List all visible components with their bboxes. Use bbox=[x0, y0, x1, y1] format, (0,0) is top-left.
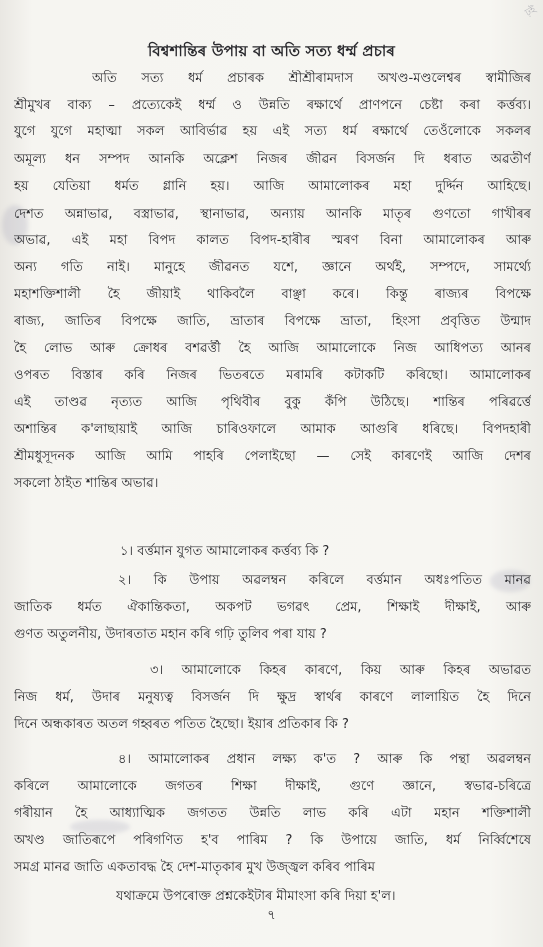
paragraph-line: অমূল্য ধন সম্পদ আনকি অক্লেশ নিজৰ জীৱন বিসৰ্জন দি ধৰাত অৱতীৰ্ণ bbox=[14, 152, 531, 167]
page-number: ৭ bbox=[267, 908, 276, 923]
closing-line: যথাক্ৰমে উপৰোক্ত প্ৰশ্নকেইটাৰ মীমাংসা কৰি দিয়া হ'ল। bbox=[116, 889, 396, 904]
question-4-line: অখণ্ড জাতিৰূপে পৰিগণিত হ'ব পাৰিম ? কি উপায়ে জাতি, ধৰ্ম নিৰ্ব্বিশেষে bbox=[14, 833, 531, 848]
paragraph-line: দেশত অন্নাভাৱ, বস্ত্ৰাভাৱ, স্থানাভাৱ, অন্যায় আনকি মাতৃৰ গুণতো গাখীৰৰ bbox=[14, 207, 531, 222]
question-1: ১। বৰ্ত্তমান যুগত আমালোকৰ কৰ্ত্তব্য কি ? bbox=[120, 544, 330, 559]
paragraph-line: সকলো ঠাইত শান্তিৰ অভাৱ। bbox=[14, 476, 159, 491]
paragraph-line: ওপৰত বিস্তাৰ কৰি নিজৰ ভিতৰতে মৰামৰি কটাকটি কৰিছো। আমালোকৰ bbox=[14, 368, 531, 383]
question-2-line: জাতিক ধৰ্মত ঐকান্তিকতা, অকপট ভগৱৎ প্ৰেম, শিক্ষাই দীক্ষাই, আৰু bbox=[14, 600, 531, 615]
question-2-line: ২। কি উপায় অৱলম্বন কৰিলে বৰ্ত্তমান অধঃপতিত মানৱ bbox=[118, 573, 531, 588]
page-title: বিশ্বশান্তিৰ উপায় বা অতি সত্য ধৰ্ম্ম প্ৰচাৰ bbox=[147, 42, 396, 60]
paragraph-line: অভাৱ, এই মহা বিপদ কালত বিপদ-হাৰীৰ স্মৰণ বিনা আমালোকৰ আৰু bbox=[14, 233, 531, 248]
question-2-line: গুণত অতুলনীয়, উদাৰতাত মহান কৰি গঢ়ি তুলিব পৰা যায় ? bbox=[14, 627, 327, 642]
question-3-line: ৩। আমালোকে কিহৰ কাৰণে, কিয় আৰু কিহৰ অভাৱত bbox=[150, 663, 531, 678]
paragraph-line: অন্য গতি নাই। মানুহে জীৱনত যশে, জ্ঞানে অৰ্থই, সম্পদে, সামৰ্থ্যে bbox=[14, 260, 531, 275]
paragraph-line: মহাশক্তিশালী হৈ জীয়াই থাকিবলৈ বাঞ্ছা কৰে। কিন্তু ৰাজ্যৰ বিপক্ষে bbox=[14, 287, 531, 302]
paragraph-line: শ্ৰীমুখৰ বাক্য – প্ৰত্যেকেই ধৰ্ম্ম ও উন্নতি ৰক্ষাৰ্থে প্ৰাণপনে চেষ্টা কৰা কৰ্ত্তব্য। bbox=[14, 98, 531, 113]
paragraph-line: ৰাজ্য, জাতিৰ বিপক্ষে জাতি, ভ্ৰাতাৰ বিপক্ষে ভ্ৰাতা, হিংসা প্ৰবৃত্তিত উন্মাদ bbox=[14, 314, 531, 329]
question-4-line: ৪। আমালোকৰ প্ৰধান লক্ষ্য ক'ত ? আৰু কি পন্থা অৱলম্বন bbox=[118, 752, 531, 767]
paragraph-line: অশান্তিৰ ক'লাছায়াই আজি চাৰিওফালে আমাক আগুৰি ধৰিছে। বিপদহাৰী bbox=[14, 422, 531, 437]
question-4-line: গৰীয়ান হৈ আধ্যাত্মিক জগতত উন্নতি লাভ কৰি এটা মহান শক্তিশালী bbox=[14, 806, 531, 821]
paragraph-line: অতি সত্য ধৰ্ম প্ৰচাৰক শ্ৰীশ্ৰীৰামদাস অখণ্ড-মণ্ডলেশ্বৰ স্বামীজিৰ bbox=[92, 71, 531, 86]
question-4-line: কৰিলে আমালোকে জগতৰ শিক্ষা দীক্ষাই, গুণে জ্ঞানে, স্বভাৱ-চৰিত্ৰে bbox=[14, 779, 531, 794]
question-4-line: সমগ্ৰ মানৱ জাতি একতাবদ্ধ হৈ দেশ-মাতৃকাৰ মুখ উজ্জ্বল কৰিব পাৰিম bbox=[14, 860, 375, 875]
paragraph-line: যুগে যুগে মহাত্মা সকল আবিৰ্ভাৱ হয় এই সত্য ধৰ্ম ৰক্ষাৰ্থে তেওঁলোকে সকলৰ bbox=[14, 124, 531, 139]
question-3-line: নিজ ধৰ্ম, উদাৰ মনুষ্যত্ব বিসৰ্জন দি ক্ষুদ্ৰ স্বাৰ্থৰ কাৰণে লালায়িত হৈ দিনে bbox=[14, 690, 531, 705]
corner-mark: ঢ়ই bbox=[523, 4, 539, 20]
paragraph-line: হৈ লোভ আৰু ক্ৰোধৰ বশৱৰ্ত্তী হৈ আজি আমালোকে নিজ আধিপত্য আনৰ bbox=[14, 341, 531, 356]
question-3-line: দিনে অন্ধকাৰত অতল গহ্বৰত পতিত হৈছো। ইয়াৰ প্ৰতিকাৰ কি ? bbox=[14, 717, 349, 732]
paragraph-line: শ্ৰীমধুসূদনক আজি আমি পাহৰি পেলাইছো — সেই কাৰণেই আজি দেশৰ bbox=[14, 449, 531, 464]
paragraph-line: হয় যেতিয়া ধৰ্মত গ্লানি হয়। আজি আমালোকৰ মহা দুৰ্দ্দিন আহিছে। bbox=[14, 179, 531, 194]
paragraph-line: এই তাণ্ডৱ নৃত্যত আজি পৃথিবীৰ বুকু কঁপি উঠিছে। শান্তিৰ পৰিৱৰ্ত্তে bbox=[14, 395, 531, 410]
